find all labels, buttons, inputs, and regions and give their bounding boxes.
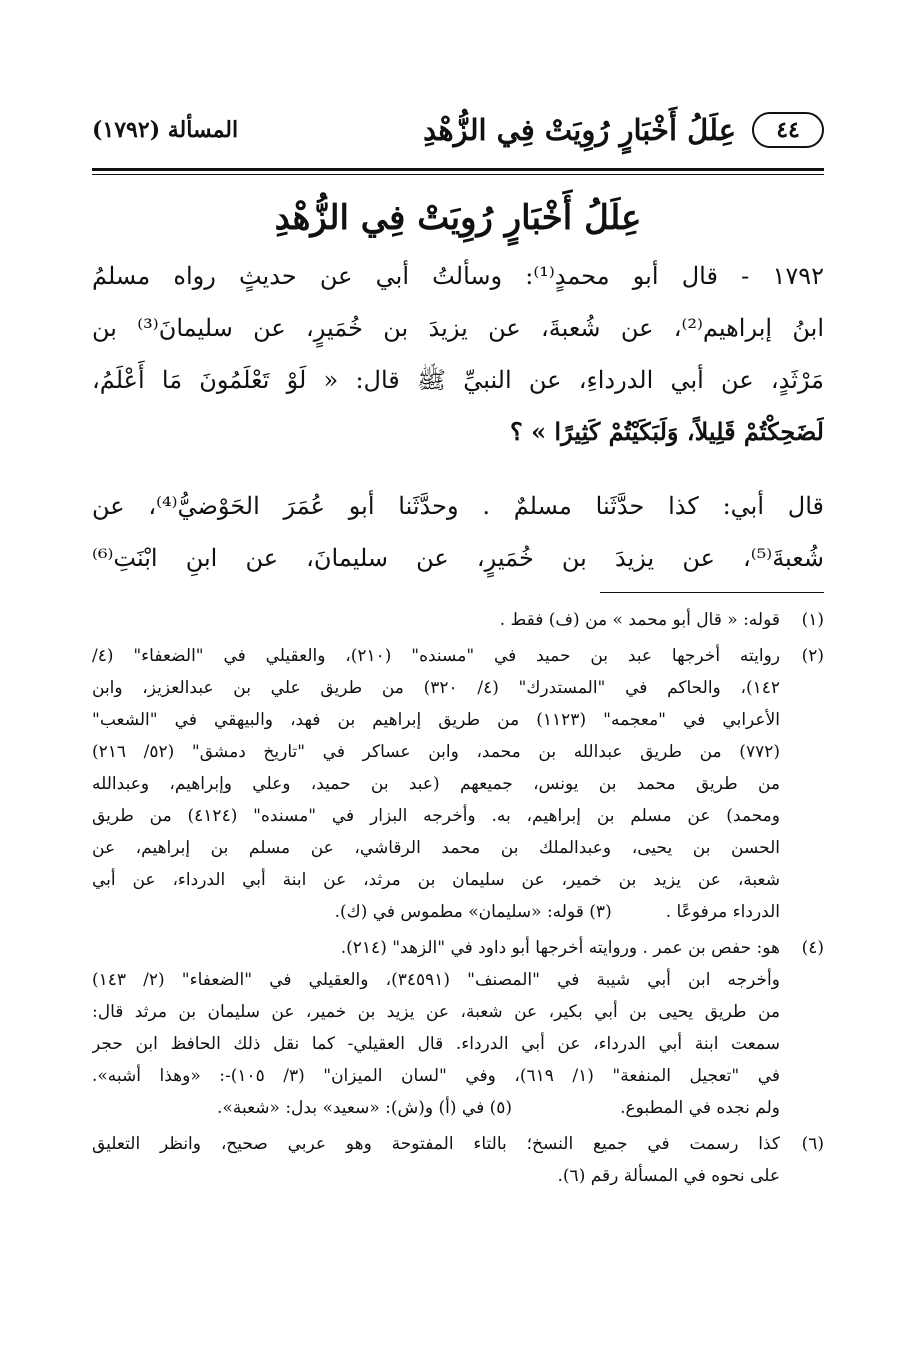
body-line: مَرْثَدٍ، عن أبي الدرداءِ، عن النبيِّ ﷺ قال: « لَوْ تَعْلَمُونَ مَا أَعْلَمُ، — [92, 366, 824, 394]
body-line: ابنُ إبراهيم⁽²⁾، عن شُعبةَ، عن يزيدَ بن خُمَيرٍ، عن سليمانَ⁽³⁾ بن — [92, 314, 824, 342]
footnote — [92, 1128, 824, 1192]
footnote-line: على نحوه في المسألة رقم (٦). — [557, 1166, 780, 1186]
footnote-number: (٤) — [801, 938, 824, 958]
footnote-line: من طريق يحيى بن أبي بكير، عن شعبة، عن يزيد بن خمير، عن سليمان بن مرثد قال: — [92, 1002, 780, 1022]
footnote-line: الأعرابي في "معجمه" (١١٢٣) من طريق إبراهيم بن فهد، والبيهقي في "الشعب" — [92, 710, 780, 730]
running-title: عِلَلُ أَخْبَارٍ رُوِيَتْ فِي الزُّهْدِ — [423, 113, 736, 147]
body-line: ١٧٩٢ - قال أبو محمدٍ⁽¹⁾: وسألتُ أبي عن حديثٍ رواه مسلمُ — [92, 262, 824, 290]
footnote-line: هو: حفص بن عمر . وروايته أخرجها أبو داود في "الزهد" (٢١٤). — [340, 938, 780, 958]
body-line: شُعبةَ⁽⁵⁾، عن يزيدَ بن خُمَيرٍ، عن سليمانَ، عن ابنِ ابْنَتِ⁽⁶⁾ — [92, 544, 824, 572]
footnote-line: ١٤٢)، والحاكم في "المستدرك" (٤/ ٣٢٠) من طريق علي بن عبدالعزيز، وابن — [92, 678, 780, 698]
footnote-line: ومحمد) عن مسلم بن إبراهيم، به. وأخرجه البزار في "مسنده" (٤١٢٤) من طريق — [92, 806, 780, 826]
footnote-line: روايته أخرجها عبد بن حميد في "مسنده" (٢١٠)، والعقيلي في "الضعفاء" (٤/ — [92, 646, 780, 666]
footnote-number: (٦) — [801, 1134, 824, 1154]
footnote-line: ولم نجده في المطبوع. (٥) في (أ) و(ش): «سعيد» بدل: «شعبة». — [217, 1098, 780, 1118]
footnote-number: (٢) — [801, 646, 824, 666]
body-line: لَضَحِكْتُمْ قَلِيلاً، وَلَبَكَيْتُمْ كَثِيرًا » ؟ — [509, 417, 824, 446]
footnote — [92, 932, 824, 1124]
issue-label: المسألة (١٧٩٢) — [92, 117, 239, 143]
chapter-title: عِلَلُ أَخْبَارٍ رُوِيَتْ فِي الزُّهْدِ — [274, 198, 642, 238]
footnote-line: سمعت ابنة أبي الدرداء، عن أبي الدرداء. قال العقيلي- كما نقل ذلك الحافظ ابن حجر — [92, 1034, 780, 1054]
footnote-line: الدرداء مرفوعًا . (٣) قوله: «سليمان» مطموس في (ك). — [334, 902, 780, 922]
header-rule-thick — [92, 168, 824, 171]
page-number-badge: ٤٤ — [752, 112, 824, 148]
header-rule-thin — [92, 174, 824, 175]
footnotes — [92, 604, 824, 1192]
footnote-line: كذا رسمت في جميع النسخ؛ بالتاء المفتوحة وهو عربي صحيح، وانظر التعليق — [92, 1134, 780, 1154]
footnote-line: (٧٧٢) من طريق عبدالله بن محمد، وابن عساكر في "تاريخ دمشق" (٥٢/ ٢١٦) — [92, 742, 780, 762]
footnote-line: الحسن بن يحيى، وعبدالملك بن محمد الرقاشي، عن مسلم بن إبراهيم، عن — [92, 838, 780, 858]
footnote-line: من طريق محمد بن يونس، جميعهم (عبد بن حميد، وعلي وإبراهيم، وعبدالله — [92, 774, 780, 794]
footnote-line: قوله: « قال أبو محمد » من (ف) فقط . — [499, 610, 780, 630]
main-text — [92, 250, 824, 584]
footnote-line: في "تعجيل المنفعة" (١/ ٦١٩)، وفي "لسان الميزان" (٣/ ١٠٥)-: «وهذا أشبه». — [92, 1066, 780, 1086]
body-line: قال أبي: كذا حدَّثَنا مسلمٌ . وحدَّثَنا أبو عُمَرَ الحَوْضيُّ⁽⁴⁾، عن — [92, 492, 824, 520]
footnote — [92, 604, 824, 636]
footnote — [92, 640, 824, 928]
footnote-number: (١) — [801, 610, 824, 630]
footnote-separator — [600, 592, 824, 593]
footnote-line: وأخرجه ابن أبي شيبة في "المصنف" (٣٤٥٩١)، والعقيلي في "الضعفاء" (٢/ ١٤٣) — [92, 970, 780, 990]
running-header — [92, 112, 824, 154]
footnote-line: شعبة، عن يزيد بن خمير، عن سليمان بن مرثد، عن ابنة أبي الدرداء، عن أبي — [92, 870, 780, 890]
